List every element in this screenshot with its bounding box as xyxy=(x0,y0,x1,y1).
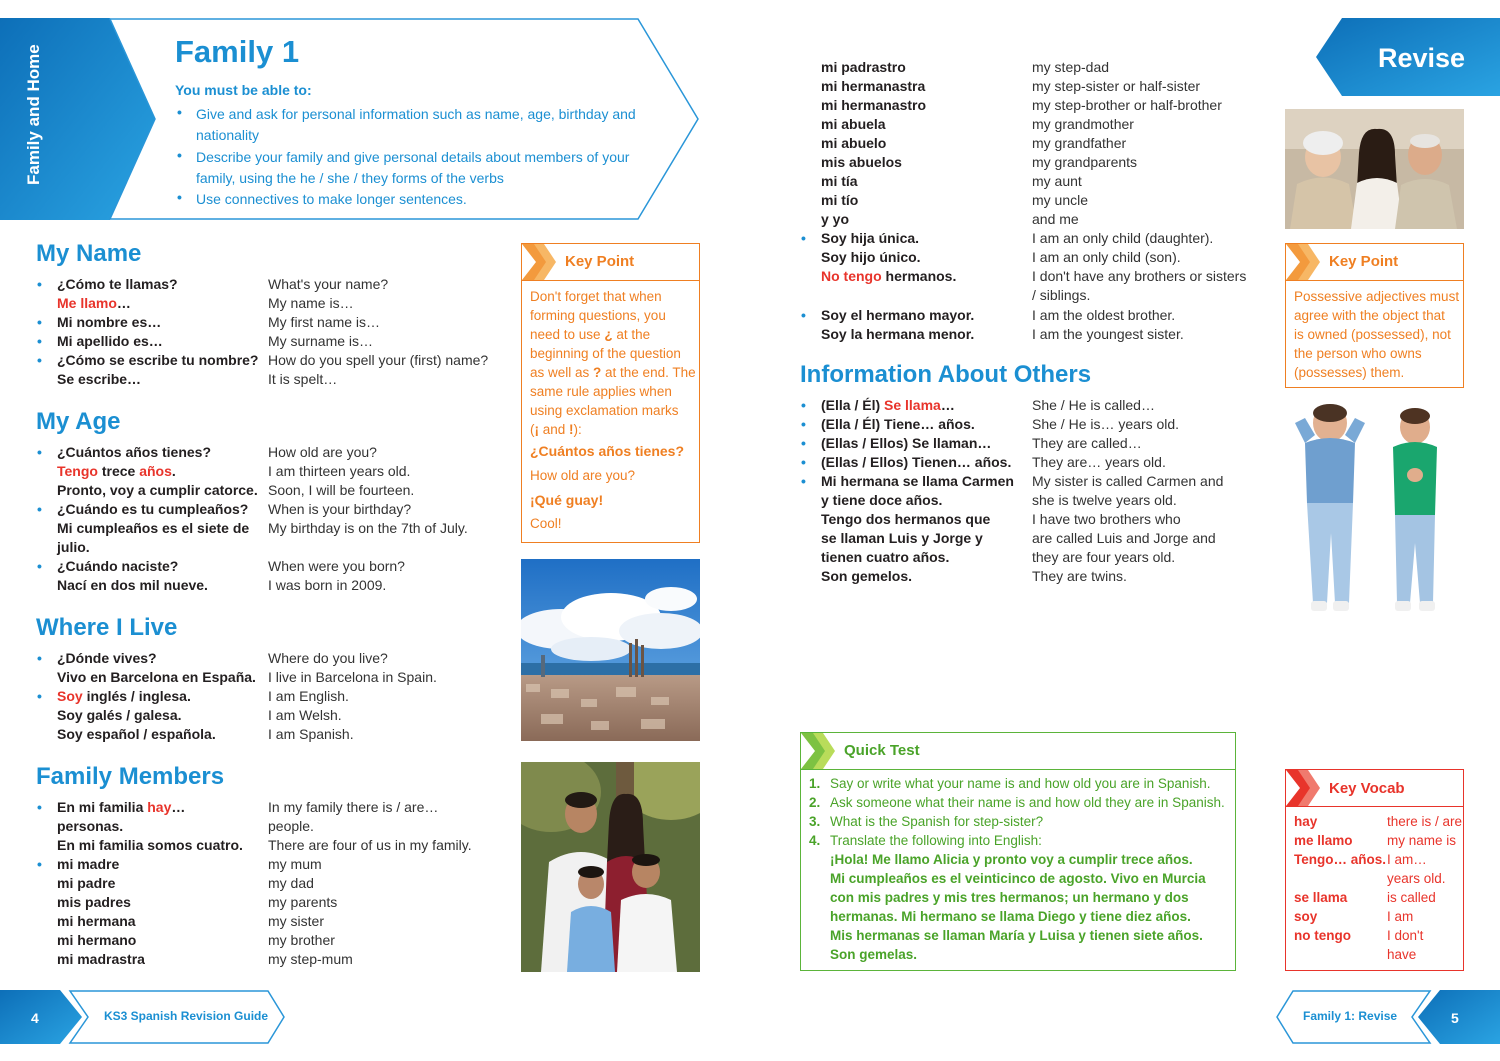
objective-text: Use connectives to make longer sentences. xyxy=(196,191,467,208)
key-vocab-spanish: soy xyxy=(1294,909,1318,924)
key-point-line xyxy=(530,401,679,420)
text-segment: mi padrastro xyxy=(821,59,906,75)
vocab-spanish xyxy=(821,229,919,248)
chevron-icon xyxy=(1286,244,1320,280)
vocab-english: I was born in 2009. xyxy=(268,577,387,593)
quick-test-title: Quick Test xyxy=(844,742,920,759)
vocab-spanish xyxy=(57,500,248,519)
quick-test-number: 4. xyxy=(809,833,821,848)
vocab-english: When is your birthday? xyxy=(268,501,412,517)
vocab-spanish xyxy=(821,115,886,134)
key-point-line: is owned (possessed), not xyxy=(1294,327,1451,342)
key-vocab-english: there is / are xyxy=(1387,814,1463,829)
vocab-spanish xyxy=(821,529,983,548)
text-segment: as well as xyxy=(530,365,594,380)
chevron-icon xyxy=(801,733,835,769)
key-vocab-english: years old. xyxy=(1387,871,1446,886)
text-segment: mi madrastra xyxy=(57,951,145,967)
vocab-spanish xyxy=(821,415,975,434)
vocab-english: My surname is… xyxy=(268,333,374,349)
vocab-spanish xyxy=(57,481,258,500)
text-segment: En mi familia xyxy=(57,799,148,815)
vocab-english: I am the youngest sister. xyxy=(1032,326,1184,342)
objective-bullet: • xyxy=(177,104,182,120)
vocab-spanish xyxy=(821,153,902,172)
text-segment: mi abuelo xyxy=(821,135,887,151)
page-number-right: 5 xyxy=(1451,1010,1459,1026)
text-segment: Tengo dos hermanos que xyxy=(821,511,991,527)
footer-right-title: Family 1: Revise xyxy=(1303,1009,1398,1023)
vocab-spanish xyxy=(821,172,858,191)
list-bullet: • xyxy=(801,397,806,413)
vocab-english: are called Luis and Jorge and xyxy=(1032,530,1216,546)
vocab-english: It is spelt… xyxy=(268,371,338,387)
chevron-icon xyxy=(522,244,556,280)
vocab-english: I live in Barcelona in Spain. xyxy=(268,669,437,685)
key-point-title-1: Key Point xyxy=(565,253,635,270)
text-segment: ! xyxy=(569,422,574,437)
quick-test-passage-line: Mi cumpleaños es el veinticinco de agosto. Vivo en Murcia xyxy=(830,871,1206,886)
text-segment: Soy la hermana menor. xyxy=(821,326,975,342)
quick-test-passage-line: Son gemelas. xyxy=(830,947,918,962)
vocab-spanish xyxy=(57,332,163,351)
text-segment: … xyxy=(116,295,131,311)
vocab-spanish xyxy=(57,313,161,332)
key-point-example: ¿Cuántos años tienes? xyxy=(530,443,685,459)
page-number-left: 4 xyxy=(31,1010,39,1026)
list-bullet: • xyxy=(37,688,42,704)
vocab-spanish xyxy=(821,96,926,115)
chevron-icon xyxy=(1286,770,1320,806)
vocab-english: and me xyxy=(1032,211,1079,227)
vocab-spanish xyxy=(57,294,131,313)
key-vocab-english: I am… xyxy=(1387,852,1427,867)
vocab-english: In my family there is / are… xyxy=(268,799,439,815)
key-vocab-english: is called xyxy=(1387,890,1436,905)
vocab-english: I am thirteen years old. xyxy=(268,463,411,479)
vocab-english: What's your name? xyxy=(268,276,389,292)
text-segment: mi hermano xyxy=(57,932,137,948)
vocab-english: She / He is… years old. xyxy=(1032,416,1180,432)
text-segment: (Ella / Él) xyxy=(821,397,885,413)
key-point-line xyxy=(530,344,681,363)
text-segment: Soy hija única. xyxy=(821,230,920,246)
vocab-english: my step-mum xyxy=(268,951,353,967)
key-point-example-translation: Cool! xyxy=(530,516,562,531)
text-segment: tienen cuatro años. xyxy=(821,549,950,565)
key-point-line xyxy=(530,306,666,325)
text-segment: ¿Cuándo naciste? xyxy=(57,558,179,574)
key-point-line: (possesses) them. xyxy=(1294,365,1405,380)
text-segment: ( xyxy=(530,422,535,437)
vocab-spanish xyxy=(57,462,176,481)
vocab-spanish xyxy=(821,267,956,286)
text-segment: personas. xyxy=(57,818,124,834)
list-bullet: • xyxy=(801,307,806,323)
vocab-english: I am an only child (daughter). xyxy=(1032,230,1214,246)
text-segment: same rule applies when xyxy=(530,384,672,399)
vocab-english: / siblings. xyxy=(1032,287,1091,303)
objective-text: Describe your family and give personal details about members of your xyxy=(196,148,630,165)
vocab-spanish xyxy=(821,134,886,153)
text-segment: Mi hermana se llama Carmen xyxy=(821,473,1014,489)
list-bullet: • xyxy=(37,799,42,815)
children-photo xyxy=(1285,403,1475,628)
grandparents-photo xyxy=(1285,109,1464,229)
text-segment: Mi apellido es… xyxy=(57,333,163,349)
text-segment: mi madre xyxy=(57,856,120,872)
text-segment: Soy el hermano mayor. xyxy=(821,307,975,323)
vocab-english: I am Welsh. xyxy=(268,707,342,723)
text-segment: ¿Dónde vives? xyxy=(57,650,157,666)
key-point-line xyxy=(530,382,672,401)
key-vocab-english: I am xyxy=(1387,909,1414,924)
text-segment: Son gemelos. xyxy=(821,568,913,584)
vocab-english: My name is… xyxy=(268,295,354,311)
text-segment: … xyxy=(940,397,955,413)
key-point-line: agree with the object that xyxy=(1294,308,1445,323)
vocab-english: I am English. xyxy=(268,688,349,704)
text-segment: y yo xyxy=(821,211,850,227)
text-segment: (Ellas / Ellos) Se llaman… xyxy=(821,435,992,451)
key-point-title-2: Key Point xyxy=(1329,253,1399,270)
list-bullet: • xyxy=(37,333,42,349)
vocab-english: They are twins. xyxy=(1032,568,1127,584)
text-segment: Soy xyxy=(57,688,83,704)
key-vocab-english: my name is xyxy=(1387,833,1457,848)
text-segment: Soy hijo único. xyxy=(821,249,921,265)
list-bullet: • xyxy=(37,276,42,292)
text-segment: inglés / inglesa. xyxy=(82,688,191,704)
text-segment: años xyxy=(139,463,172,479)
text-segment: mi padre xyxy=(57,875,116,891)
key-point-line xyxy=(530,287,662,306)
list-bullet: • xyxy=(37,352,42,368)
section-title-info-others: Information About Others xyxy=(800,361,1092,388)
text-segment: Se escribe… xyxy=(57,371,142,387)
vocab-spanish xyxy=(57,370,141,389)
vocab-english: She / He is called… xyxy=(1032,397,1155,413)
vocab-english: my aunt xyxy=(1032,173,1082,189)
vocab-spanish xyxy=(57,687,191,706)
list-bullet: • xyxy=(37,444,42,460)
vocab-english: They are called… xyxy=(1032,435,1142,451)
vocab-english: My sister is called Carmen and xyxy=(1032,473,1224,489)
section-title-where-i-live: Where I Live xyxy=(36,614,178,641)
list-bullet: • xyxy=(37,501,42,517)
vocab-english: I have two brothers who xyxy=(1032,511,1181,527)
vocab-spanish xyxy=(821,77,925,96)
text-segment: ¿ xyxy=(604,327,613,342)
objective-text: family, using the he / she / they forms of the verbs xyxy=(196,169,504,186)
list-bullet: • xyxy=(37,314,42,330)
section-title-family-members: Family Members xyxy=(36,763,225,790)
text-segment: Tengo xyxy=(57,463,98,479)
vocab-spanish xyxy=(821,325,974,344)
text-segment: Se llama xyxy=(884,397,941,413)
quick-test-passage-line: ¡Hola! Me llamo Alicia y pronto voy a cumplir trece años. xyxy=(830,852,1193,867)
text-segment: ¡ xyxy=(534,422,539,437)
section-title-my-name: My Name xyxy=(36,240,142,267)
text-segment: trece xyxy=(97,463,140,479)
quick-test-question: What is the Spanish for step-sister? xyxy=(830,814,1044,829)
text-segment: at the end. The xyxy=(601,365,696,380)
vocab-spanish xyxy=(57,649,157,668)
footer-left-title: KS3 Spanish Revision Guide xyxy=(104,1009,269,1023)
objective-bullet: • xyxy=(177,146,182,163)
quick-test-passage-line: Mis hermanas se llaman María y Luisa y tienen siete años. xyxy=(830,928,1203,943)
vocab-spanish xyxy=(57,576,208,595)
text-segment: Soy español / española. xyxy=(57,726,216,742)
text-segment: hermanos. xyxy=(881,268,957,284)
text-segment: at the xyxy=(612,327,651,342)
key-point-example-translation: How old are you? xyxy=(530,468,636,483)
vocab-spanish xyxy=(821,567,912,586)
text-segment: … xyxy=(171,799,186,815)
vocab-spanish xyxy=(821,191,858,210)
key-point-line xyxy=(530,420,582,439)
vocab-spanish xyxy=(57,836,243,855)
vocab-english: I don't have any brothers or sisters xyxy=(1032,268,1247,284)
text-segment: . xyxy=(171,463,176,479)
vocab-spanish xyxy=(821,472,1014,491)
quick-test-question: Ask someone what their name is and how old they are in Spanish. xyxy=(830,795,1225,810)
text-segment: ): xyxy=(573,422,582,437)
vocab-english: my grandfather xyxy=(1032,135,1127,151)
text-segment: Mi cumpleaños es el siete de xyxy=(57,520,250,536)
vocab-spanish xyxy=(821,491,942,510)
text-segment: ? xyxy=(593,365,602,380)
text-segment: Vivo en Barcelona en España. xyxy=(57,669,256,685)
quick-test-question: Say or write what your name is and how old you are in Spanish. xyxy=(830,776,1211,791)
vocab-english: my sister xyxy=(268,913,324,929)
vocab-spanish xyxy=(821,396,955,415)
list-bullet: • xyxy=(801,230,806,246)
revise-tab-label: Revise xyxy=(1378,43,1466,73)
vocab-english: I am an only child (son). xyxy=(1032,249,1181,265)
text-segment: using exclamation marks xyxy=(530,403,679,418)
key-point-line xyxy=(530,363,696,382)
vocab-spanish xyxy=(57,275,178,294)
vocab-english: my step-sister or half-sister xyxy=(1032,78,1201,94)
text-segment: need to use xyxy=(530,327,605,342)
vocab-english: my dad xyxy=(268,875,314,891)
text-segment: No tengo xyxy=(821,268,882,284)
list-bullet: • xyxy=(801,473,806,489)
text-segment: mi tía xyxy=(821,173,858,189)
key-point-example: ¡Qué guay! xyxy=(530,492,604,508)
vocab-spanish xyxy=(57,912,136,931)
vocab-english: My birthday is on the 7th of July. xyxy=(268,520,468,536)
vocab-spanish xyxy=(57,725,216,744)
vocab-spanish xyxy=(821,210,849,229)
text-segment: Nací en dos mil nueve. xyxy=(57,577,208,593)
text-segment: mi abuela xyxy=(821,116,886,132)
vocab-english: she is twelve years old. xyxy=(1032,492,1177,508)
vocab-spanish xyxy=(57,557,178,576)
text-segment: (Ella / Él) Tiene… años. xyxy=(821,416,975,432)
quick-test-number: 3. xyxy=(809,814,821,829)
barcelona-photo xyxy=(521,559,700,741)
text-segment: julio. xyxy=(57,539,90,555)
vocab-spanish xyxy=(821,306,974,325)
text-segment: mi hermana xyxy=(57,913,136,929)
text-segment: ¿Cómo te llamas? xyxy=(57,276,178,292)
text-segment: mis padres xyxy=(57,894,131,910)
text-segment: Don't forget that when xyxy=(530,289,662,304)
vocab-spanish xyxy=(57,931,136,950)
vocab-spanish xyxy=(57,668,256,687)
vocab-spanish xyxy=(57,893,131,912)
vocab-spanish xyxy=(57,855,119,874)
vocab-spanish xyxy=(57,798,185,817)
vocab-english: I am the oldest brother. xyxy=(1032,307,1176,323)
list-bullet: • xyxy=(801,435,806,451)
key-vocab-title: Key Vocab xyxy=(1329,780,1405,797)
vocab-spanish xyxy=(821,510,990,529)
key-vocab-english: I don't xyxy=(1387,928,1424,943)
vocab-spanish xyxy=(57,874,115,893)
vocab-english: my grandparents xyxy=(1032,154,1138,170)
vocab-spanish xyxy=(57,443,211,462)
list-bullet: • xyxy=(801,416,806,432)
list-bullet: • xyxy=(801,454,806,470)
quick-test-passage-line: hermanas. Mi hermano se llama Diego y tiene diez años. xyxy=(830,909,1191,924)
vocab-spanish xyxy=(57,817,123,836)
key-vocab-spanish: me llamo xyxy=(1294,833,1353,848)
key-vocab-english: have xyxy=(1387,947,1417,962)
text-segment: Soy galés / galesa. xyxy=(57,707,182,723)
list-bullet: • xyxy=(37,558,42,574)
vocab-spanish xyxy=(57,950,145,969)
vocab-english: my step-dad xyxy=(1032,59,1110,75)
text-segment: hay xyxy=(147,799,172,815)
vocab-english: There are four of us in my family. xyxy=(268,837,472,853)
vocab-english: Soon, I will be fourteen. xyxy=(268,482,415,498)
quick-test-number: 1. xyxy=(809,776,821,791)
quick-test-number: 2. xyxy=(809,795,821,810)
key-point-line: Possessive adjectives must xyxy=(1294,289,1460,304)
text-segment: forming questions, you xyxy=(530,308,666,323)
objective-bullet: • xyxy=(177,189,182,206)
text-segment: (Ellas / Ellos) Tienen… años. xyxy=(821,454,1012,470)
vocab-english: my mum xyxy=(268,856,322,872)
list-bullet: • xyxy=(37,856,42,872)
text-segment: Mi nombre es… xyxy=(57,314,162,330)
vocab-english: They are… years old. xyxy=(1032,454,1166,470)
vocab-english: my grandmother xyxy=(1032,116,1134,132)
vocab-spanish xyxy=(821,434,991,453)
text-segment: Pronto, voy a cumplir catorce. xyxy=(57,482,258,498)
key-vocab-spanish: no tengo xyxy=(1294,928,1351,943)
text-segment: ¿Cómo se escribe tu nombre? xyxy=(57,352,259,368)
vocab-spanish xyxy=(821,248,921,267)
text-segment: En mi familia somos cuatro. xyxy=(57,837,243,853)
vocab-english: my step-brother or half-brother xyxy=(1032,97,1222,113)
text-segment: ¿Cuándo es tu cumpleaños? xyxy=(57,501,249,517)
vocab-spanish xyxy=(821,548,949,567)
vocab-spanish xyxy=(821,58,906,77)
text-segment: mi tío xyxy=(821,192,859,208)
vocab-english: people. xyxy=(268,818,314,834)
text-segment: ¿Cuántos años tienes? xyxy=(57,444,212,460)
vocab-english: my parents xyxy=(268,894,338,910)
vocab-english: When were you born? xyxy=(268,558,405,574)
vocab-english: How old are you? xyxy=(268,444,377,460)
vocab-english: Where do you live? xyxy=(268,650,388,666)
objective-text: Give and ask for personal information such as name, age, birthday and xyxy=(196,106,636,122)
vocab-spanish xyxy=(57,538,90,557)
key-vocab-spanish: se llama xyxy=(1294,890,1348,905)
text-segment: and xyxy=(539,422,570,437)
vocab-spanish xyxy=(57,706,182,725)
family-photo xyxy=(521,762,700,972)
vocab-english: they are four years old. xyxy=(1032,549,1176,565)
key-vocab-spanish: Tengo… años. xyxy=(1294,852,1387,867)
text-segment: Me llamo xyxy=(57,295,117,311)
vocab-spanish xyxy=(821,453,1011,472)
vocab-english: my uncle xyxy=(1032,192,1089,208)
text-segment: se llaman Luis y Jorge y xyxy=(821,530,983,546)
text-segment: mi hermanastra xyxy=(821,78,926,94)
list-bullet: • xyxy=(37,650,42,666)
key-point-line xyxy=(530,325,650,344)
quick-test-question: Translate the following into English: xyxy=(830,833,1042,848)
text-segment: mis abuelos xyxy=(821,154,902,170)
vocab-spanish xyxy=(57,519,249,538)
objective-text: nationality xyxy=(196,127,260,144)
key-vocab-spanish: hay xyxy=(1294,814,1318,829)
vocab-english: I am Spanish. xyxy=(268,726,354,742)
text-segment: y tiene doce años. xyxy=(821,492,943,508)
side-tab-label: Family and Home xyxy=(24,44,43,185)
vocab-english: my brother xyxy=(268,932,335,948)
quick-test-passage-line: con mis padres y mis tres hermanos; un hermano y dos xyxy=(830,890,1189,905)
vocab-english: How do you spell your (first) name? xyxy=(268,352,489,368)
objectives-heading: You must be able to: xyxy=(175,82,312,98)
text-segment: mi hermanastro xyxy=(821,97,927,113)
text-segment: beginning of the question xyxy=(530,346,681,361)
vocab-spanish xyxy=(57,351,258,370)
vocab-english: My first name is… xyxy=(268,314,381,330)
page-title: Family 1 xyxy=(175,34,300,69)
section-title-my-age: My Age xyxy=(36,408,121,435)
key-point-line: the person who owns xyxy=(1294,346,1422,361)
